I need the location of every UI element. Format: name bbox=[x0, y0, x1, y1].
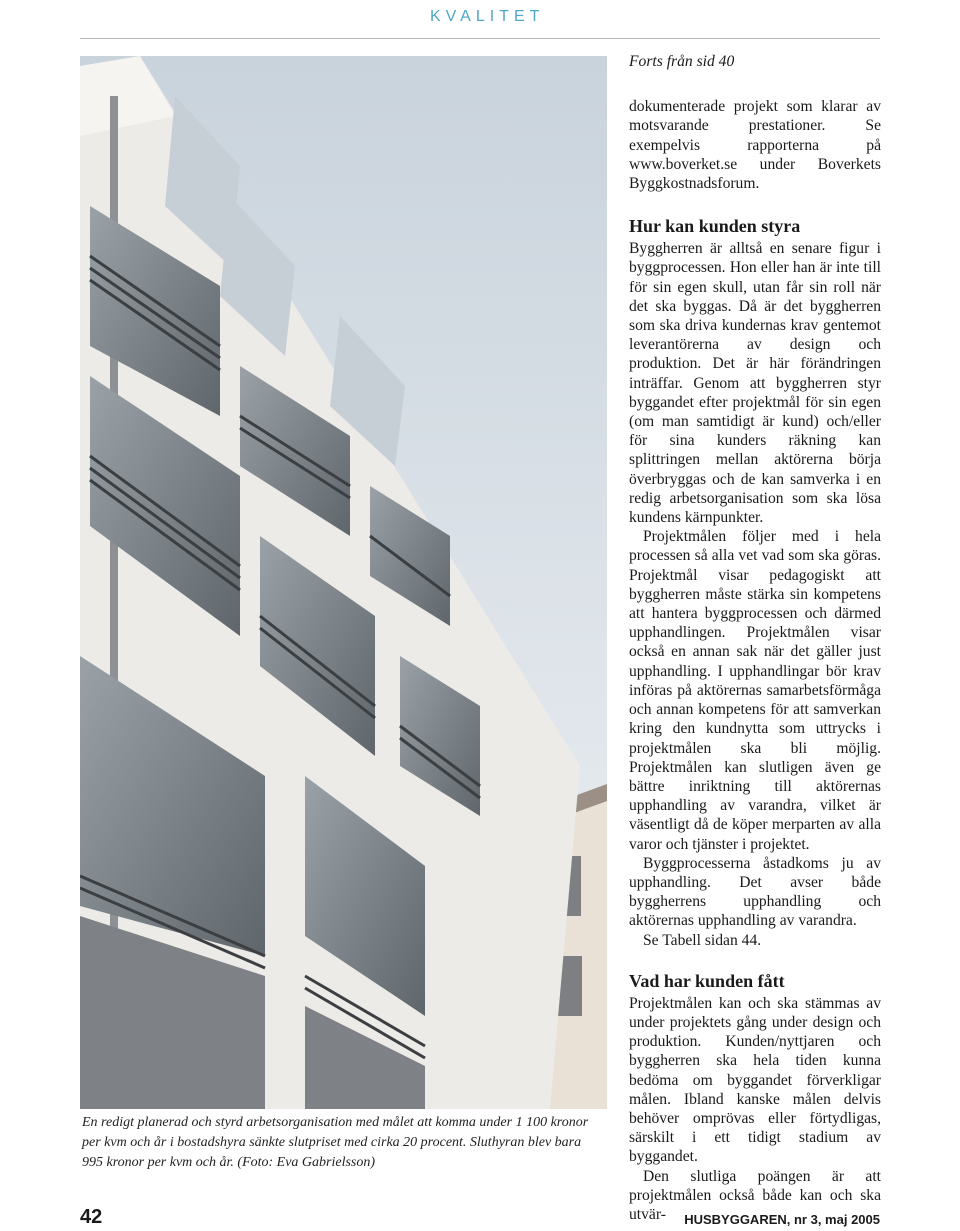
subheading: Hur kan kunden styra bbox=[629, 216, 801, 237]
magazine-issue: HUSBYGGAREN, nr 3, maj 2005 bbox=[684, 1212, 880, 1227]
section-header: KVALITET bbox=[430, 8, 545, 25]
paragraph: Projektmålen kan och ska stämmas av under projektets gång under design och produktion. Kunden/nyttjaren och byggherren ska hela tiden kunna bedöma om byggandet förverkligar målen. Ibland kanske målen delvis behöver omprövas eller förtydligas, särskilt i ett tidigt stadium av byggandet. bbox=[629, 994, 881, 1166]
paragraph: Byggherren är alltså en senare figur i byggprocessen. Hon eller han är inte till för sin egen skull, utan får sin roll när det ska byggas. Då är det byggherren som ska driva kundernas krav gentemot leverantörerna av design och produktion. Det är här förändringen inträffar. Genom att byggherren styr byggandet efter projektmål för sin egen (om man samtidigt är kund) och/eller för sina kunders räkning kan splittringen mellan aktörerna börja överbryggas och de kan samverka i en redig arbetsorganisation som ska lösa kundens kärnpunkter. bbox=[629, 240, 881, 527]
paragraph: dokumenterade projekt som klarar av motsvarande prestationer. Se exempelvis rapporterna på www.boverket.se under Boverkets Byggkostnadsforum. bbox=[629, 98, 881, 193]
paragraph: Byggprocesserna åstadkoms ju av upphandling. Det avser både byggherrens upphandling och aktörernas upphandling av varandra. bbox=[629, 854, 881, 930]
continued-from: Forts från sid 40 bbox=[629, 53, 735, 70]
photo-caption: En redigt planerad och styrd arbetsorganisation med målet att komma under 1 100 kronor per kvm och år i bostadshyra sänkte slutpriset med cirka 20 procent. Sluthyran blev bara 995 kronor per kvm och år. (Foto: Eva Gabrielsson) bbox=[82, 1115, 589, 1170]
article-column bbox=[629, 52, 881, 1224]
paragraph: Se Tabell sidan 44. bbox=[643, 931, 762, 949]
building-photo bbox=[80, 56, 607, 1109]
page-number: 42 bbox=[80, 1206, 103, 1228]
subheading: Vad har kunden fått bbox=[629, 970, 785, 991]
paragraph: Den slutliga poängen är att projektmålen också både kan och ska utvär- bbox=[629, 1167, 881, 1223]
paragraph: Projektmålen följer med i hela processen så alla vet vad som ska göras. Projektmål visar pedagogiskt att byggherren måste stärka sin kompetens att hantera byggprocessen och därmed upphandlingen. Projektmålen visar också en annan sak när det gäller just upphandling. I upphandlingar bör krav införas på aktörernas samarbetsförmåga och annan kompetens för att samverkan kring den kundnytta som uttrycks i projektmålen ska bli möjlig. Projektmålen kan slutligen även ge bättre inriktning till aktörernas upphandling av varandra, vilket är väsentligt då de köper merparten av alla varor och tjänster i projektet. bbox=[629, 528, 881, 853]
header-rule bbox=[80, 38, 880, 39]
